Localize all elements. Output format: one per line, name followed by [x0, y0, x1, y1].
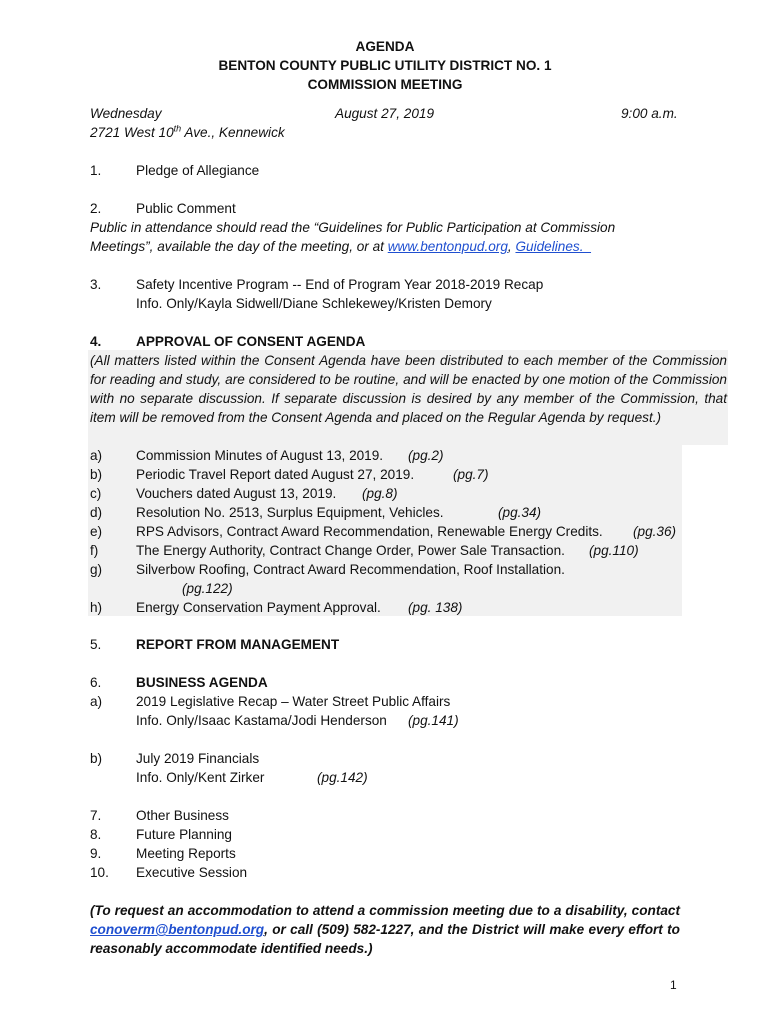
page-number: 1: [670, 978, 677, 992]
consent-item-page: (pg. 138): [408, 600, 463, 615]
item-4-number: 4.: [90, 334, 102, 349]
consent-item-text: Commission Minutes of August 13, 2019.: [136, 448, 384, 463]
item-7-title: Other Business: [136, 808, 229, 823]
meeting-date: August 27, 2019: [335, 106, 435, 121]
consent-item-page: (pg.2): [408, 448, 444, 463]
consent-item-letter: a): [90, 448, 103, 463]
consent-item-text: RPS Advisors, Contract Award Recommendation, Renewable Energy Credits.: [136, 524, 603, 539]
consent-agenda-note: (All matters listed within the Consent Agenda have been distributed to each member of the Commission for reading and study, are considered to be routine, and will be enacted by one motion of the Commission with no separate discussion. If separate discussion is desired by any member of the Commission, that item will be removed from the Consent Agenda and placed on the Regular Agenda by request.): [90, 353, 727, 425]
item-5-title: REPORT FROM MANAGEMENT: [136, 637, 340, 652]
consent-item-page: (pg.36): [633, 524, 677, 539]
consent-item-letter: d): [90, 505, 103, 520]
consent-item-text: Vouchers dated August 13, 2019.: [136, 486, 337, 501]
business-item-page: (pg.141): [408, 713, 459, 728]
consent-item-text: Silverbow Roofing, Contract Award Recommendation, Roof Installation.: [136, 562, 565, 577]
consent-item-text: The Energy Authority, Contract Change Order, Power Sale Transaction.: [136, 543, 565, 558]
item-3-title: Safety Incentive Program -- End of Program Year 2018-2019 Recap: [136, 277, 544, 292]
consent-item-text: Resolution No. 2513, Surplus Equipment, Vehicles.: [136, 505, 444, 520]
meeting-address: 2721 West 10th Ave., Kennewick: [90, 123, 285, 140]
consent-item-letter: h): [90, 600, 103, 615]
business-item-title: July 2019 Financials: [136, 751, 260, 766]
district-name: BENTON COUNTY PUBLIC UTILITY DISTRICT NO. 1: [218, 58, 552, 73]
consent-item-text: Energy Conservation Payment Approval.: [136, 600, 381, 615]
consent-item-letter: f): [90, 543, 99, 558]
guidelines-link[interactable]: Guidelines.: [515, 239, 592, 254]
item-10-title: Executive Session: [136, 865, 248, 880]
item-4-title: APPROVAL OF CONSENT AGENDA: [136, 334, 366, 349]
item-2-title: Public Comment: [136, 201, 236, 216]
meeting-type: COMMISSION MEETING: [307, 77, 463, 92]
item-6-title: BUSINESS AGENDA: [136, 675, 268, 690]
accommodation-note: (To request an accommodation to attend a commission meeting due to a disability, contact conoverm@bentonpud.org, or call (509) 582-1227, and the District will make every effort to reasonably accommodate identified needs.): [90, 903, 680, 956]
consent-item-letter: e): [90, 524, 103, 539]
meeting-time: 9:00 a.m.: [621, 106, 678, 121]
bentonpud-link[interactable]: www.bentonpud.org: [387, 239, 508, 254]
consent-item-text: Periodic Travel Report dated August 27, 2019.: [136, 467, 415, 482]
consent-item-page: (pg.8): [362, 486, 398, 501]
business-item-presenters: Info. Only/Isaac Kastama/Jodi Henderson: [136, 713, 387, 728]
item-8-number: 8.: [90, 827, 102, 842]
item-9-title: Meeting Reports: [136, 846, 236, 861]
consent-item-page: (pg.34): [498, 505, 542, 520]
consent-item-page: (pg.7): [453, 467, 489, 482]
business-item-page: (pg.142): [317, 770, 368, 785]
item-2-number: 2.: [90, 201, 102, 216]
business-item-letter: a): [90, 694, 103, 709]
consent-item-page: (pg.122): [182, 581, 233, 596]
doc-title: AGENDA: [355, 39, 415, 54]
item-1-number: 1.: [90, 163, 102, 178]
consent-item-letter: g): [90, 562, 103, 577]
item-9-number: 9.: [90, 846, 102, 861]
business-item-title: 2019 Legislative Recap – Water Street Public Affairs: [136, 694, 451, 709]
item-6-number: 6.: [90, 675, 102, 690]
email-link[interactable]: conoverm@bentonpud.org: [90, 922, 265, 937]
item-3-number: 3.: [90, 277, 102, 292]
item-3-presenters: Info. Only/Kayla Sidwell/Diane Schlekewey/Kristen Demory: [136, 296, 492, 311]
consent-item-letter: b): [90, 467, 103, 482]
item-7-number: 7.: [90, 808, 102, 823]
item-5-number: 5.: [90, 637, 102, 652]
item-1-title: Pledge of Allegiance: [136, 163, 260, 178]
consent-item-page: (pg.110): [589, 543, 639, 558]
business-item-presenters: Info. Only/Kent Zirker: [136, 770, 265, 785]
item-8-title: Future Planning: [136, 827, 232, 842]
public-comment-note: Public in attendance should read the “Guidelines for Public Participation at Commission Meetings”, available the day of the meeting, or at www.bentonpud.org, Guidelines.: [90, 220, 616, 254]
consent-item-letter: c): [90, 486, 102, 501]
item-10-number: 10.: [90, 865, 109, 880]
meeting-day: Wednesday: [90, 106, 162, 121]
business-item-letter: b): [90, 751, 103, 766]
